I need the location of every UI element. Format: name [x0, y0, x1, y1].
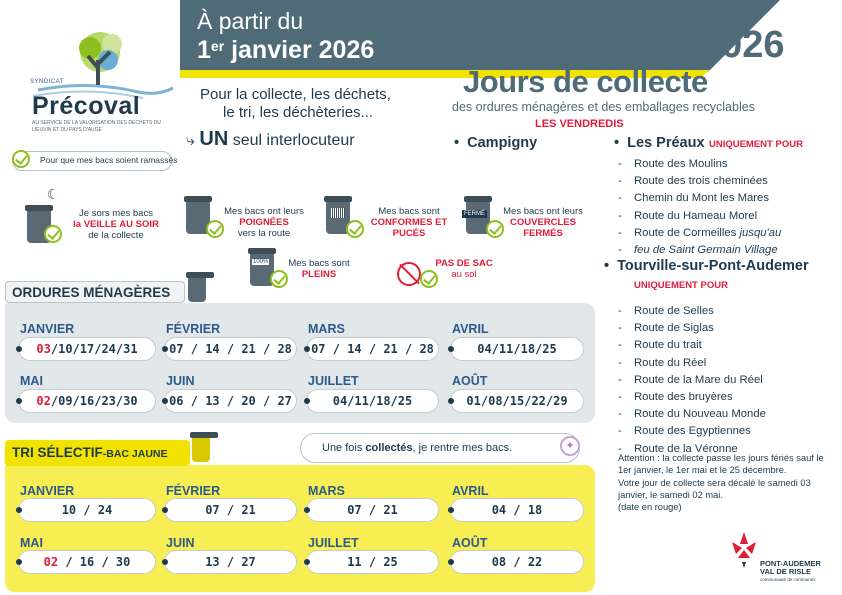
month-label: AVRIL — [452, 322, 489, 336]
tourville-roads — [618, 303, 809, 458]
ordures-dates-mai: 02/09/16/23/30 — [18, 389, 156, 413]
condition-compliant: Mes bacs sont CONFORMES ET PUCÉS — [370, 206, 448, 239]
bullet-dot — [162, 346, 168, 352]
logo-syndicat: SYNDICAT — [30, 79, 64, 85]
grey-bin-icon — [188, 276, 206, 302]
bullet-dot — [304, 398, 310, 404]
collection-day: LES VENDREDIS — [535, 118, 624, 130]
road-item: - Route des Moulins — [618, 156, 803, 173]
page-subtitle: des ordures ménagères et des emballages recyclables — [452, 100, 755, 114]
bullet-dot — [304, 559, 310, 565]
check-icon — [12, 150, 30, 168]
interlocutor-arrow-icon: ⤷ — [186, 132, 200, 149]
bullet-dot — [304, 346, 310, 352]
ordures-dates-mars: 07 / 14 / 21 / 28 — [306, 337, 439, 361]
month-label: JUIN — [166, 374, 195, 388]
road-item: - Route de Siglas — [618, 320, 809, 337]
partner-logo-icon — [728, 528, 760, 568]
bullet-dot — [448, 559, 454, 565]
tri-dates-juin: 13 / 27 — [164, 550, 297, 574]
month-label: AOÛT — [452, 374, 488, 388]
conditions-header: Pour que mes bacs soient ramassés — [40, 155, 178, 165]
month-label: MARS — [308, 322, 345, 336]
road-item: - Route des Egyptiennes — [618, 423, 809, 440]
logo-subtitle: AU SERVICE DE LA VALORISATION DES DÉCHETS DU LIEUVIN ET DU PAYS D'AUGE — [32, 120, 161, 133]
town-campigny: • Campigny — [454, 135, 538, 151]
tri-dates-aout: 08 / 22 — [450, 550, 584, 574]
partner-logo-text: PONT-AUDEMER VAL DE RISLE communauté de communes — [760, 559, 821, 582]
bullet-dot — [448, 398, 454, 404]
road-item: - Route de la Véronne — [618, 441, 809, 458]
condition-full: Mes bacs sont PLEINS — [288, 258, 350, 280]
lightbulb-icon: ✦ — [560, 436, 580, 456]
ordures-title: ORDURES MÉNAGÈRES — [12, 285, 171, 300]
year-title: 2026 — [700, 24, 785, 66]
road-item: - Route de la Mare du Réel — [618, 372, 809, 389]
road-item: - Route de Cormeilles jusqu'au — [618, 225, 803, 242]
bullet-dot — [162, 507, 168, 513]
tri-dates-janvier: 10 / 24 — [18, 498, 156, 522]
attention-note: Attention : la collecte passe les jours fériés sauf le 1er janvier, le 1er mai et le 25 décembre. Votre jour de collecte sera décalé le samedi 03 janvier, le samedi 02 mai. (date en rouge) — [618, 453, 824, 513]
tri-dates-juillet: 11 / 25 — [306, 550, 439, 574]
tri-dates-mars: 07 / 21 — [306, 498, 439, 522]
bullet-dot — [16, 507, 22, 513]
bullet-dot — [162, 398, 168, 404]
month-label: FÉVRIER — [166, 322, 221, 336]
bullet-dot — [16, 346, 22, 352]
condition-evening: Je sors mes bacs la VEILLE AU SOIR de la collecte — [73, 208, 159, 241]
bin-tag-full: 100% — [253, 259, 269, 265]
month-label: MAI — [20, 536, 43, 550]
ordures-dates-avril: 04/11/18/25 — [450, 337, 584, 361]
bullet-dot — [304, 507, 310, 513]
bullet-dot — [16, 559, 22, 565]
month-label: JANVIER — [20, 484, 75, 498]
yellow-bin-icon — [192, 436, 210, 462]
bullet-dot — [16, 398, 22, 404]
month-label: AVRIL — [452, 484, 489, 498]
moon-icon: ☾ — [47, 186, 60, 202]
month-label: JUILLET — [308, 374, 359, 388]
road-item: - Route du Réel — [618, 355, 809, 372]
road-item: - Route des bruyères — [618, 389, 809, 406]
barcode-icon — [331, 208, 345, 218]
les-preaux-roads — [618, 156, 803, 259]
bullet-dot — [162, 559, 168, 565]
month-label: AOÛT — [452, 536, 488, 550]
banner-line2: 1er janvier 2026 — [197, 36, 375, 64]
ordures-dates-aout: 01/08/15/22/29 — [450, 389, 584, 413]
bin-tag-closed: FERMÉ — [464, 211, 485, 217]
condition-handles: Mes bacs ont leurs POIGNÉES vers la route — [224, 206, 304, 239]
month-label: MARS — [308, 484, 345, 498]
road-item: - Route de Selles — [618, 303, 809, 320]
tri-dates-mai: 02 / 16 / 30 — [18, 550, 156, 574]
month-label: JUIN — [166, 536, 195, 550]
road-item: - Chemin du Mont les Mares — [618, 190, 803, 207]
ordures-dates-janvier: 03/10/17/24/31 — [18, 337, 156, 361]
road-item-continued: - feu de Saint Germain Village — [618, 242, 803, 259]
logo-name: Précoval — [32, 92, 141, 120]
bullet-dot — [448, 507, 454, 513]
bullet-dot — [448, 346, 454, 352]
interlocutor-text: ⤷ UN seul interlocuteur — [186, 128, 355, 150]
intro-line1: Pour la collecte, les déchets, — [200, 86, 391, 103]
intro-line2: le tri, les déchèteries... — [223, 104, 374, 121]
tri-dates-avril: 04 / 18 — [450, 498, 584, 522]
tri-message: Une fois collectés, je rentre mes bacs. — [322, 442, 513, 454]
ordures-dates-fevrier: 07 / 14 / 21 / 28 — [164, 337, 297, 361]
road-item: - Route du trait — [618, 337, 809, 354]
banner-line1: À partir du — [197, 8, 304, 34]
ordures-dates-juillet: 04/11/18/25 — [306, 389, 439, 413]
page-title: Jours de collecte — [463, 64, 708, 99]
road-item: - Route du Nouveau Monde — [618, 406, 809, 423]
month-label: JANVIER — [20, 322, 75, 336]
tri-dates-fevrier: 07 / 21 — [164, 498, 297, 522]
town-les-preaux: • Les Préaux UNIQUEMENT POUR - Route des Moulins - Route des trois cheminées - Chemin du Mont les Mares - Route du Hameau Morel - Route de Cormeilles jusqu'au - feu de Saint Germain Village — [614, 134, 803, 259]
road-item: - Route des trois cheminées — [618, 173, 803, 190]
condition-lids: Mes bacs ont leurs COUVERCLES FERMÉS — [503, 206, 583, 239]
month-label: MAI — [20, 374, 43, 388]
ordures-dates-juin: 06 / 13 / 20 / 27 — [164, 389, 297, 413]
month-label: JUILLET — [308, 536, 359, 550]
town-tourville: • Tourville-sur-Pont-Audemer UNIQUEMENT POUR - Route de Selles - Route de Siglas - Route du trait - Route du Réel - Route de la Mare du Réel - Route des bruyères - Route du Nouveau Monde - Route des Egyptiennes - Route de la Véronne — [604, 257, 809, 458]
condition-no-bag: PAS DE SAC au sol — [435, 258, 493, 280]
tri-title: TRI SÉLECTIF-BAC JAUNE — [12, 445, 168, 460]
month-label: FÉVRIER — [166, 484, 221, 498]
road-item: - Route du Hameau Morel — [618, 208, 803, 225]
